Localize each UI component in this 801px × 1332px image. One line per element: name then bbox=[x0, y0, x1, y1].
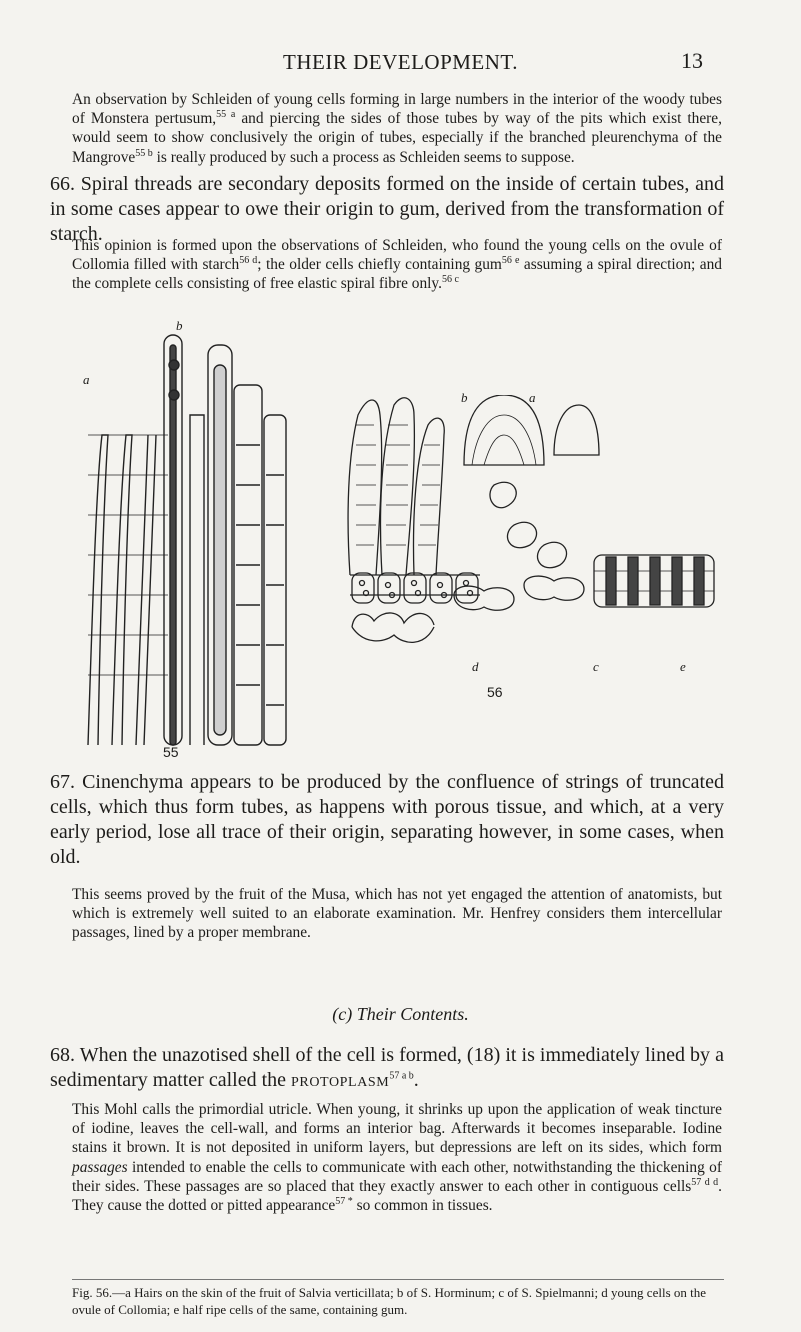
paragraph-68 bbox=[72, 1100, 722, 1215]
section-68-heading: 68. When the unazotised shell of the cell is formed, (18) it is immediately lined by a sedimentary matter called the protoplasm$^{57 a b}$. bbox=[50, 1044, 724, 1091]
para68-c: . They cause the dotted or pitted appearance bbox=[72, 1177, 723, 1215]
para1-mid: and piercing the sides of those tubes by way of the pits which exist there, would seem to show conclusively the origin of tubes, especially if the branched pleurenchyma of the Mangrove bbox=[72, 110, 722, 166]
fig55-label-a: a bbox=[83, 372, 90, 387]
running-header: THEIR DEVELOPMENT. bbox=[283, 50, 518, 74]
paragraph-schleiden-monstera bbox=[72, 90, 722, 167]
figure-56-illustration bbox=[344, 395, 724, 657]
fig56-number: 56 bbox=[487, 684, 503, 700]
para66-b: ; the older cells chiefly containing gum bbox=[257, 256, 502, 274]
ref-57ab: 57 a b bbox=[389, 1070, 414, 1082]
para66-a: This opinion is formed upon the observations of Schleiden, who found the young cells on the ovule of Collomia filled with starch bbox=[72, 237, 722, 274]
para68-a: This Mohl calls the primordial utricle. When young, it shrinks up upon the application of weak tincture of iodine, leaves the cell-wall, and forms an interior bag. Afterwards it becomes inseparable. Iodine stains it brown. It is not deposited in uniform layers, but depressions are left on its sides, which form bbox=[72, 1101, 722, 1157]
passages-emphasis: passages bbox=[72, 1158, 128, 1176]
ref-55b: 55 b bbox=[135, 147, 153, 159]
para68-b: intended to enable the cells to communicate with each other, notwithstanding the thickening of their sides. These passages are so placed that they exactly answer to each other in contiguous cells bbox=[72, 1158, 722, 1195]
para1-end: is really produced by such a process as Schleiden seems to suppose. bbox=[152, 148, 575, 166]
ref-55a: 55 a bbox=[216, 109, 236, 121]
fig55-label-b: b bbox=[176, 318, 183, 333]
section68-text: 68. When the unazotised shell of the cell is formed, (18) it is immediately lined by a sedimentary matter called the bbox=[50, 1044, 724, 1091]
figure-55-illustration bbox=[78, 325, 293, 750]
ref-56d: 56 d bbox=[239, 255, 258, 267]
subsection-title: (c) Their Contents. bbox=[332, 1004, 469, 1024]
paragraph-66 bbox=[72, 236, 722, 294]
fig56-label-d: d bbox=[472, 659, 479, 674]
para1-text: An observation by Schleiden of young cells forming in large numbers in the interior of the woody tubes of Monstera pertusum, bbox=[72, 91, 722, 128]
fig56-label-a: a bbox=[529, 390, 536, 405]
paragraph-67: This seems proved by the fruit of the Musa, which has not yet engaged the attention of anatomists, but which is extremely well suited to an elaborate examination. Mr. Henfrey considers them intercellular passages, lined by a proper membrane. bbox=[72, 886, 722, 942]
fig55-number: 55 bbox=[163, 744, 179, 760]
fig56-label-c: c bbox=[593, 659, 599, 674]
ref-56e: 56 e bbox=[501, 255, 520, 267]
ref-57dd: 57 d d bbox=[691, 1176, 719, 1188]
figure-caption: Fig. 56.—a Hairs on the skin of the fruit of Salvia verticillata; b of S. Horminum; c of S. Spielmanni; d young cells on the ovule of Collomia; e half ripe cells of the same, containing gum. bbox=[72, 1279, 724, 1318]
section-66-heading: 66. Spiral threads are secondary deposits formed on the inside of certain tubes, and in some cases appear to owe their origin to gum, derived from the transformation of starch. bbox=[50, 173, 724, 245]
ref-57star: 57 * bbox=[335, 1195, 353, 1207]
fig56-label-e: e bbox=[680, 659, 686, 674]
fig56-label-b: b bbox=[461, 390, 468, 405]
ref-56c: 56 c bbox=[441, 274, 459, 286]
section-67-heading: 67. Cinenchyma appears to be produced by the confluence of strings of truncated cells, which thus form tubes, as happens with porous tissue, and which, at a very early period, lose all trace of their origin, separating however, in some cases, when old. bbox=[50, 771, 724, 868]
para66-c: assuming a spiral direction; and the complete cells consisting of free elastic spiral fibre only. bbox=[72, 256, 722, 293]
protoplasm-term: protoplasm bbox=[291, 1069, 390, 1091]
page-number: 13 bbox=[681, 48, 703, 73]
para68-d: so common in tissues. bbox=[352, 1197, 493, 1215]
